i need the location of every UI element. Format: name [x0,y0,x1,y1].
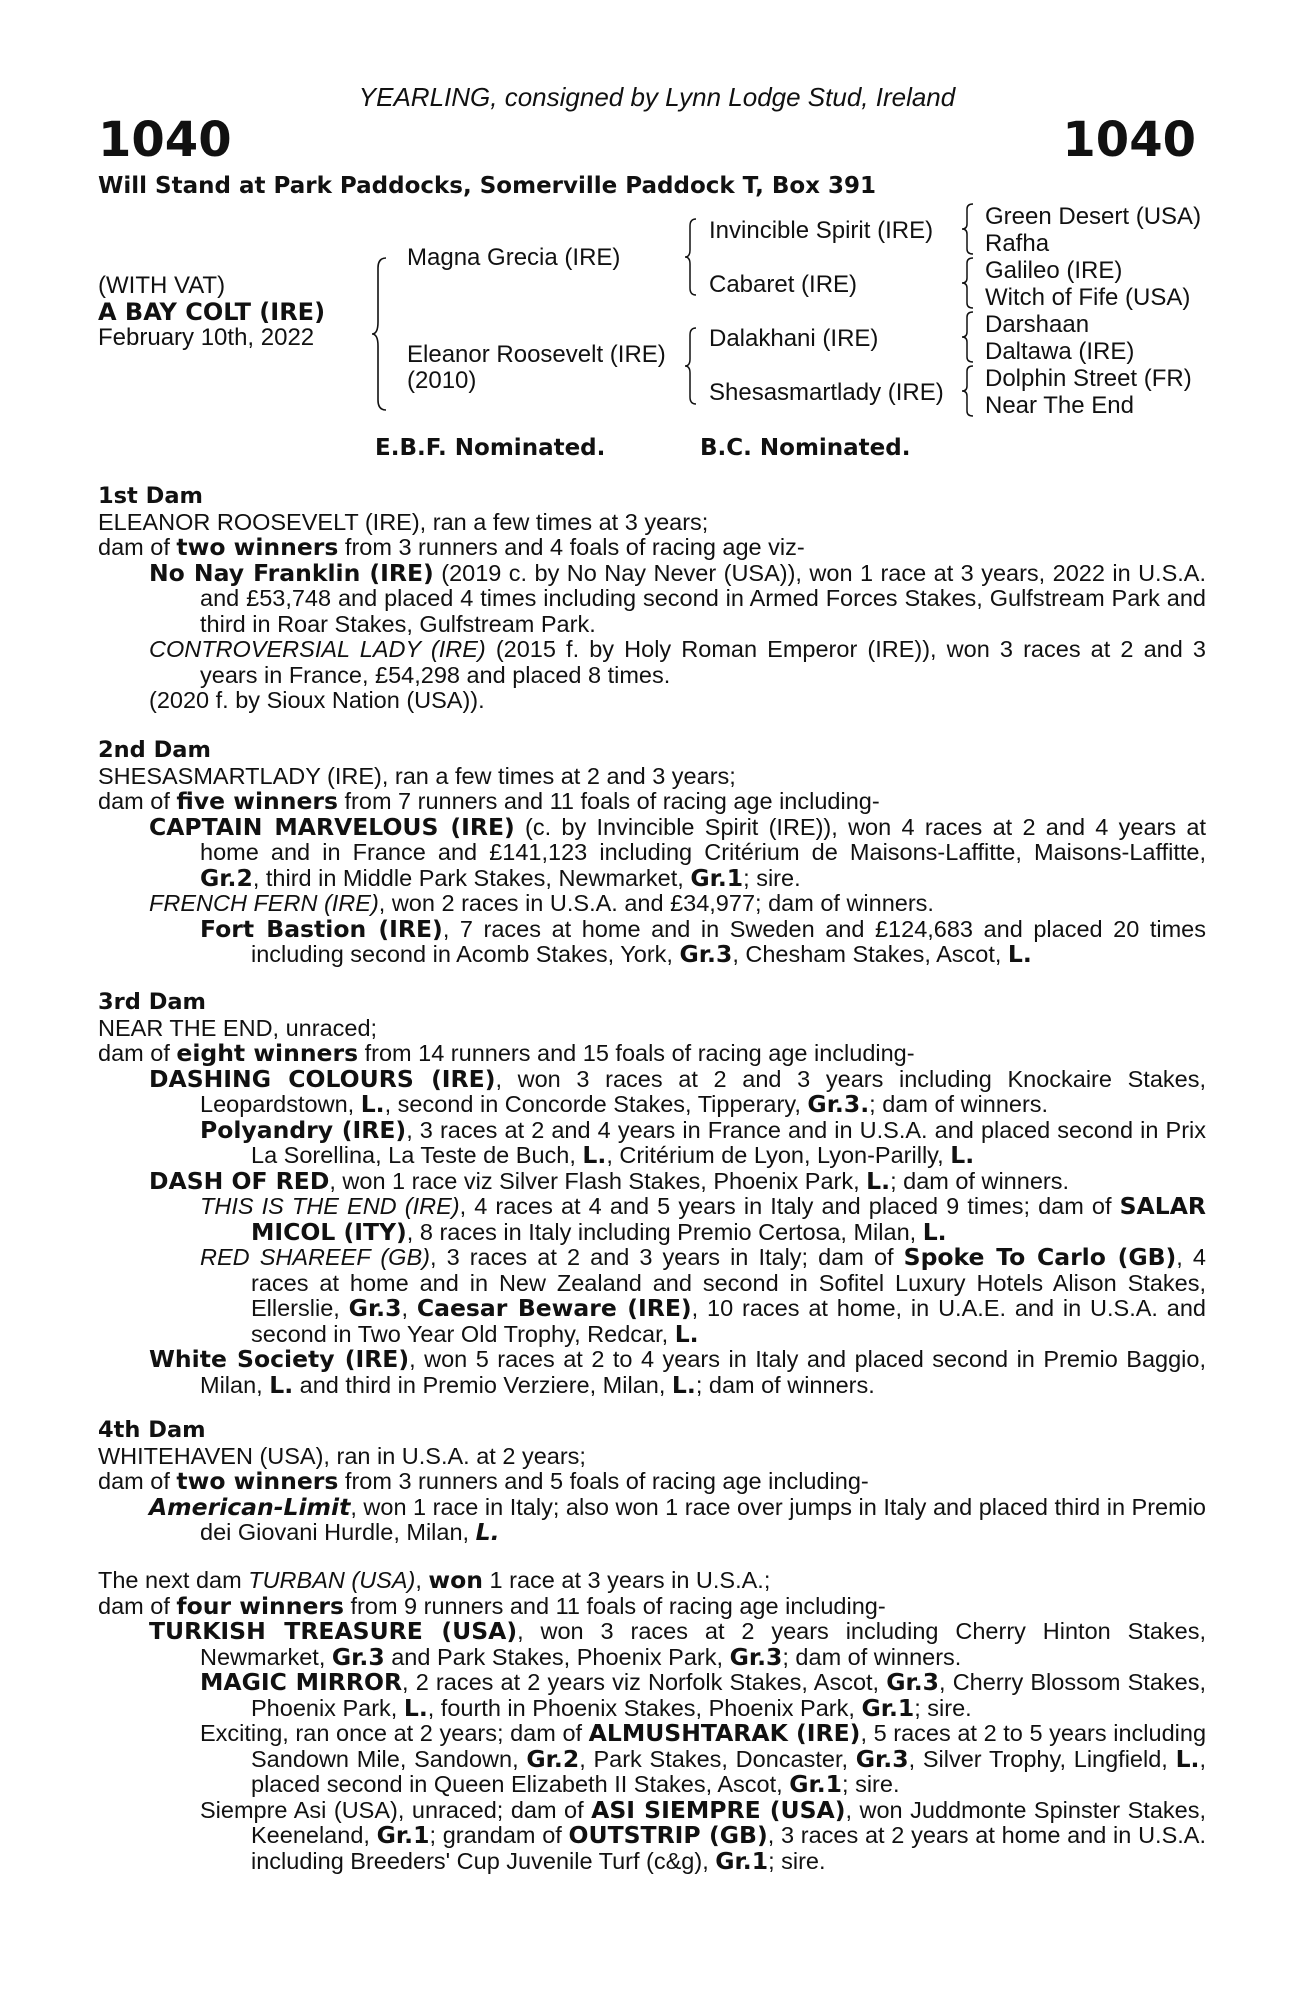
bc-nomination: B.C. Nominated. [700,435,911,461]
progeny-entry: White Society (IRE), won 5 races at 2 to 4 years in Italy and placed second in Premio Baggio, Milan, L. and third in Premio Verziere, Milan, L.; dam of winners. [149,1345,1206,1399]
horse-name: A BAY COLT (IRE) [98,298,326,326]
section-heading: 4th Dam [98,1417,206,1443]
progeny-entry: American-Limit, won 1 race in Italy; also won 1 race over jumps in Italy and placed third in Premio dei Giovani Hurdle, Milan, L. [149,1492,1206,1546]
next-dam-section [98,1568,1206,1874]
pedigree-brace-g4-1 [962,203,976,255]
dam-line: SHESASMARTLADY (IRE), ran a few times at 2 and 3 years; [98,762,736,789]
foaling-date: February 10th, 2022 [98,324,315,351]
vat-note: (WITH VAT) [98,272,226,299]
section-heading: 1st Dam [98,483,203,509]
progeny-entry: No Nay Franklin (IRE) (2019 c. by No Nay Never (USA)), won 1 race at 3 years, 2022 in U.S.A. and £53,748 and placed 4 times including second in Armed Forces Stakes, Gulfstream Park and third in Roar Stakes, Gulfstream Park. [149,558,1206,637]
lot-number-left: 1040 [98,112,232,168]
ebf-nomination: E.B.F. Nominated. [375,435,606,461]
gen4-1: Green Desert (USA) [985,203,1202,230]
produce-summary: dam of two winners from 3 runners and 4 foals of racing age viz- [98,533,805,561]
granddam-paternal: Cabaret (IRE) [709,271,858,298]
produce-summary: dam of eight winners from 14 runners and 15 foals of racing age including- [98,1039,915,1067]
progeny-entry: Exciting, ran once at 2 years; dam of ALMUSHTARAK (IRE), 5 races at 2 to 5 years including Sandown Mile, Sandown, Gr.2, Park Stakes, Doncaster, Gr.3, Silver Trophy, Lingfield, L., placed second in Queen Elizabeth II Stakes, Ascot, Gr.1; sire. [200,1719,1207,1798]
gen4-6: Daltawa (IRE) [985,338,1135,365]
progeny-entry: Fort Bastion (IRE), 7 races at home and in Sweden and £124,683 and placed 20 times including second in Acomb Stakes, York, Gr.3, Chesham Stakes, Ascot, L. [200,914,1207,968]
third-dam-section [98,990,1206,1398]
sire-name: Magna Grecia (IRE) [407,244,621,271]
section-heading: 2nd Dam [98,737,211,763]
dam-year: (2010) [407,367,477,394]
dam-name: Eleanor Roosevelt (IRE) [407,341,666,368]
progeny-entry: DASH OF RED, won 1 race viz Silver Flash Stakes, Phoenix Park, L.; dam of winners. [149,1166,1069,1195]
progeny-entry: Siempre Asi (USA), unraced; dam of ASI SIEMPRE (USA), won Juddmonte Spinster Stakes, Keeneland, Gr.1; grandam of OUTSTRIP (GB), 3 races at 2 years at home and in U.S.A. including Breeders' Cup Juvenile Turf (c&g), Gr.1; sire. [200,1795,1206,1875]
granddam-maternal: Shesasmartlady (IRE) [709,379,944,406]
progeny-entry: RED SHAREEF (GB), 3 races at 2 and 3 years in Italy; dam of Spoke To Carlo (GB), 4 races at home and in New Zealand and second in Sofitel Luxury Hotels Alison Stakes, Ellerslie, Gr.3, Caesar Beware (IRE), 10 races at home, in U.A.E. and in U.S.A. and second in Two Year Old Trophy, Redcar, L. [200,1243,1206,1348]
progeny-entry: TURKISH TREASURE (USA), won 3 races at 2 years including Cherry Hinton Stakes, Newmarket, Gr.3 and Park Stakes, Phoenix Park, Gr.3; dam of winners. [149,1617,1206,1671]
dam-line: WHITEHAVEN (USA), ran in U.S.A. at 2 years; [98,1442,586,1469]
progeny-entry: THIS IS THE END (IRE), 4 races at 4 and 5 years in Italy and placed 9 times; dam of SALAR MICOL (ITY), 8 races in Italy including Premio Certosa, Milan, L. [200,1192,1206,1246]
progeny-entry: DASHING COLOURS (IRE), won 3 races at 2 and 3 years including Knockaire Stakes, Leopardstown, L., second in Concorde Stakes, Tipperary, Gr.3.; dam of winners. [149,1064,1206,1118]
pedigree-brace-g4-4 [962,365,976,417]
dam-line: The next dam TURBAN (USA), won 1 race at 3 years in U.S.A.; [98,1566,771,1594]
dam-line: NEAR THE END, unraced; [98,1014,378,1041]
gen4-8: Near The End [985,392,1134,419]
section-heading: 3rd Dam [98,989,206,1015]
first-dam-section [98,484,1206,714]
dam-line: ELEANOR ROOSEVELT (IRE), ran a few times at 3 years; [98,508,709,535]
progeny-entry: FRENCH FERN (IRE), won 2 races in U.S.A. and £34,977; dam of winners. [149,890,934,916]
progeny-entry: CAPTAIN MARVELOUS (IRE) (c. by Invincible Spirit (IRE)), won 4 races at 2 and 4 years at home and in France and £141,123 including Critérium de Maisons-Laffitte, Maisons-Laffitte, Gr.2, third in Middle Park Stakes, Newmarket, Gr.1; sire. [149,812,1206,892]
gen4-2: Rafha [985,230,1050,257]
pedigree-brace-g4-3 [962,311,976,363]
pedigree-brace-dam [685,327,699,405]
produce-summary: dam of two winners from 3 runners and 5 foals of racing age including- [98,1467,869,1495]
pedigree-brace-main [372,256,392,412]
grandsire-paternal: Invincible Spirit (IRE) [709,217,934,244]
progeny-entry: Polyandry (IRE), 3 races at 2 and 4 years in France and in U.S.A. and placed second in Prix La Sorellina, La Teste de Buch, L., Critérium de Lyon, Lyon-Parilly, L. [200,1115,1206,1169]
pedigree-brace-g4-2 [962,257,976,309]
progeny-entry: CONTROVERSIAL LADY (IRE) (2015 f. by Holy Roman Emperor (IRE)), won 3 races at 2 and 3 years in France, £54,298 and placed 8 times. [149,636,1206,688]
gen4-3: Galileo (IRE) [985,257,1123,284]
produce-summary: dam of five winners from 7 runners and 11 foals of racing age including- [98,787,880,815]
consignment-line: YEARLING, consigned by Lynn Lodge Stud, Ireland [358,82,956,112]
gen4-4: Witch of Fife (USA) [985,284,1191,311]
grandsire-maternal: Dalakhani (IRE) [709,325,879,352]
progeny-entry: (2020 f. by Sioux Nation (USA)). [149,687,485,713]
stand-location: Will Stand at Park Paddocks, Somerville Paddock T, Box 391 [98,173,877,199]
fourth-dam-section [98,1418,1206,1546]
second-dam-section [98,738,1206,968]
gen4-5: Darshaan [985,311,1090,338]
progeny-entry: MAGIC MIRROR, 2 races at 2 years viz Norfolk Stakes, Ascot, Gr.3, Cherry Blossom Stakes, Phoenix Park, L., fourth in Phoenix Stakes, Phoenix Park, Gr.1; sire. [200,1668,1206,1722]
pedigree-brace-sire [685,218,699,296]
produce-summary: dam of four winners from 9 runners and 11 foals of racing age including- [98,1591,886,1620]
lot-number-right: 1040 [1062,112,1196,168]
gen4-7: Dolphin Street (FR) [985,365,1192,392]
